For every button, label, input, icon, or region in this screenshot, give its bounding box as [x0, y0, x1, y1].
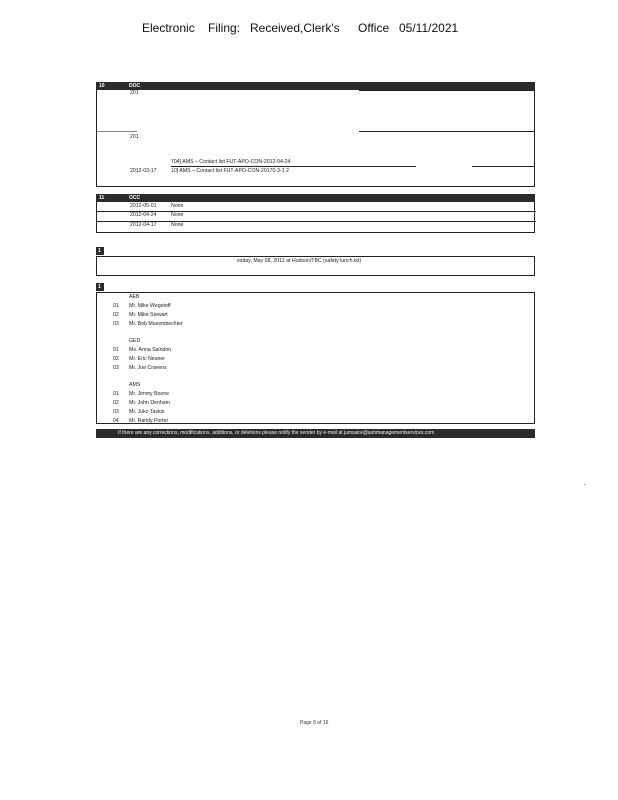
- attendee-name: Mr. Juko Taskis: [129, 409, 165, 415]
- attendee-number: 01: [113, 347, 119, 353]
- row-divider: [171, 166, 416, 167]
- stamp-word-filing: Filing:: [208, 21, 241, 35]
- next-meeting-box: [96, 256, 535, 276]
- stamp-word-received: Received,Clerk's: [250, 21, 340, 35]
- row-divider: [359, 131, 535, 132]
- documents-box: [96, 90, 535, 187]
- occurrence-date: 2012-04-17: [130, 222, 157, 228]
- next-meeting-text: esday, May 08, 2012 at Hudson/TBC (safety lunch.txt): [237, 258, 362, 264]
- next-meeting-header-bar: [96, 247, 104, 255]
- occurrences-bar-number: 11: [99, 195, 105, 201]
- filing-stamp: [142, 21, 482, 37]
- page-number: Page 6 of 16: [300, 720, 329, 726]
- occurrence-value: None: [171, 222, 184, 228]
- documents-contact-date: 2012-03-17: [130, 168, 157, 174]
- attendee-number: 03: [113, 409, 119, 415]
- attendee-name: Ms. Anna Saindon: [129, 347, 172, 353]
- attendee-number: 03: [113, 365, 119, 371]
- occurrences-bar-title: OCC: [129, 195, 141, 201]
- row-divider: [359, 90, 535, 91]
- corrections-notice-bar: [96, 429, 535, 438]
- stamp-word-electronic: Electronic: [142, 21, 195, 35]
- row-divider: [472, 166, 535, 167]
- documents-contact-line: 704] AMS – Contact list FUT-APO-CON-2012-04-24: [171, 159, 291, 165]
- documents-section: [96, 82, 535, 187]
- attendee-name: Mr. Jimmy Boone: [129, 391, 170, 397]
- row-divider: [97, 221, 536, 222]
- attendee-number: 01: [113, 391, 119, 397]
- attendee-number: 02: [113, 356, 119, 362]
- group-name: GED: [129, 338, 141, 344]
- row-divider: [97, 131, 137, 132]
- occurrence-value: None: [171, 203, 184, 209]
- occurrence-date: 2012-04-24: [130, 212, 157, 218]
- stamp-date: 05/11/2021: [399, 21, 459, 35]
- attendee-name: Mr. Eric Neuner: [129, 356, 166, 362]
- stamp-word-office: Office: [358, 21, 390, 35]
- occurrence-value: None: [171, 212, 184, 218]
- attendee-number: 02: [113, 400, 119, 406]
- group-name: AMS: [129, 382, 141, 388]
- attendee-name: Mr. Bob Muesmbechter: [129, 321, 183, 327]
- attendees-bar-number: 1: [98, 284, 101, 290]
- documents-row: 201: [130, 90, 139, 96]
- attendee-number: 02: [113, 312, 119, 318]
- row-divider: [97, 211, 536, 212]
- next-meeting-bar-number: 1: [98, 248, 101, 254]
- documents-header-bar: [96, 82, 535, 90]
- occurrence-date: 2012-05-01: [130, 203, 157, 209]
- occurrences-header-bar: [96, 194, 535, 202]
- attendee-name: Mr. John Denham: [129, 400, 170, 406]
- scan-speck: [584, 484, 585, 485]
- attendee-name: Mr. Mike Stewart: [129, 312, 168, 318]
- attendees-section: [96, 283, 535, 424]
- attendee-name: Mr. Mike Wegetoff: [129, 303, 171, 309]
- group-name: AEB: [129, 294, 140, 300]
- attendee-number: 04: [113, 418, 119, 424]
- attendees-box: [96, 292, 535, 424]
- attendee-number: 01: [113, 303, 119, 309]
- corrections-notice: If there are any corrections, modifications, additions, or deletions please notify the sender by e-mail at jumsaire@ashmanagementservices.com: [118, 430, 435, 436]
- occurrences-section: [96, 194, 535, 233]
- next-meeting-section: [96, 247, 535, 276]
- documents-row: 201: [130, 134, 139, 140]
- documents-bar-number: 10: [99, 83, 105, 89]
- attendee-name: Mr. Randy Porter: [129, 418, 169, 424]
- documents-contact-line: 10] AMS – Contact list FUT-APO-CON-20170-3-1 2: [171, 168, 289, 174]
- attendee-number: 03: [113, 321, 119, 327]
- attendees-header-bar: [96, 283, 104, 291]
- documents-bar-title: DOC: [129, 83, 141, 89]
- occurrences-box: [96, 202, 535, 233]
- attendee-name: Mr. Joe Cravens: [129, 365, 167, 371]
